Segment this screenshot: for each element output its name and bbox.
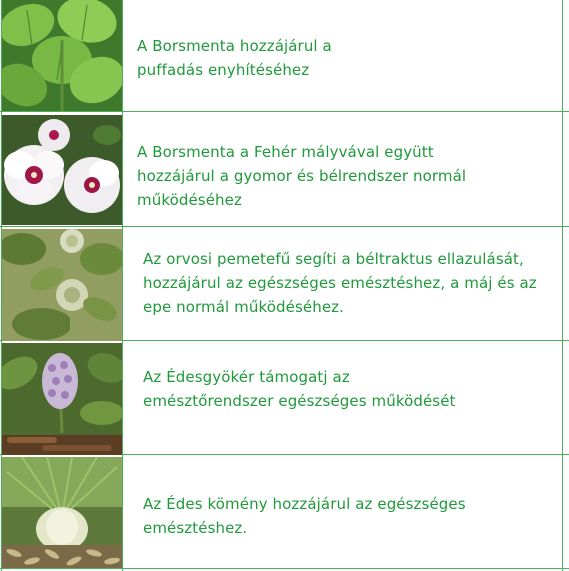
table-row (0, 112, 569, 226)
benefit-text (137, 140, 466, 212)
benefit-line: Az Édes kömény hozzájárul az egészséges (143, 495, 466, 513)
benefit-line: hozzájárul a gyomor és bélrendszer normál (137, 167, 467, 185)
benefit-line: Az Édesgyökér támogatj az (143, 368, 350, 386)
benefit-line: epe normál működéséhez. (143, 298, 344, 316)
fennel-bulb-seeds-photo (2, 457, 122, 568)
horehound-plant-photo (2, 229, 122, 341)
benefit-line: hozzájárul az egészséges emésztéshez, a máj és az (143, 274, 537, 292)
benefit-line: működéséhez (137, 191, 242, 209)
benefit-line: A Borsmenta hozzájárul a (137, 37, 332, 55)
benefit-text (143, 247, 537, 319)
table-row (0, 0, 569, 111)
peppermint-leaves-photo (2, 0, 122, 111)
table-row (0, 227, 569, 340)
benefit-line: emésztőrendszer egészséges működését (143, 392, 456, 410)
benefit-line: emésztéshez. (143, 519, 248, 537)
benefit-text (143, 492, 466, 540)
benefit-text (137, 34, 332, 82)
table-bottom-border (0, 568, 569, 569)
benefit-line: puffadás enyhítéséhez (137, 61, 310, 79)
table-row (0, 455, 569, 568)
benefit-text (143, 365, 456, 413)
licorice-flower-root-photo (2, 343, 122, 455)
benefit-line: A Borsmenta a Fehér mályvával együtt (137, 143, 434, 161)
table-row (0, 341, 569, 454)
white-mallow-flower-photo (2, 115, 122, 225)
benefit-line: Az orvosi pemetefű segíti a béltraktus ellazulását, (143, 250, 524, 268)
